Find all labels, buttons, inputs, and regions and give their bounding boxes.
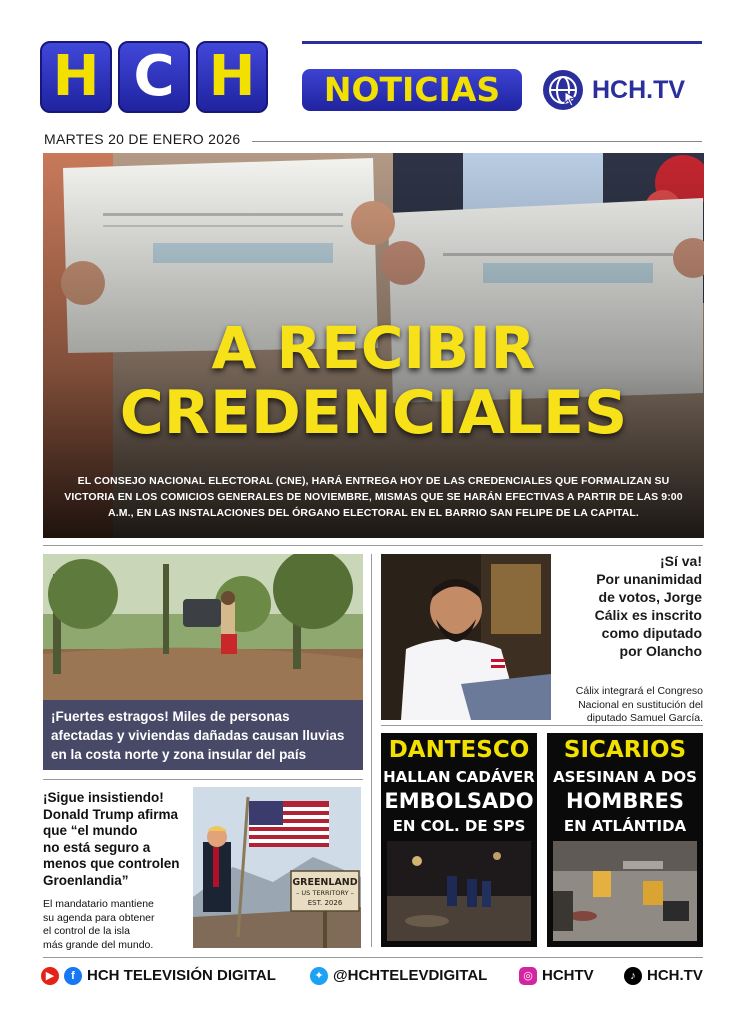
trump-subtext-line: su agenda para obtener: [43, 911, 155, 924]
facebook-icon[interactable]: f: [64, 967, 82, 985]
trump-subtext-line: el control de la isla: [43, 925, 130, 937]
masthead-rule: [302, 41, 702, 44]
dantesco-kicker: DANTESCO: [388, 737, 530, 763]
sign-line: GREENLAND: [292, 877, 358, 888]
calix-subtext: [555, 685, 703, 726]
greenland-flag-illustration: [193, 787, 361, 948]
trump-headline-line: Donald Trump afirma: [43, 806, 179, 822]
instagram-icon[interactable]: ◎: [519, 967, 537, 985]
trump-subtext-line: más grande del mundo.: [43, 938, 154, 951]
calix-headline-line: ¡Sí va!: [659, 553, 702, 569]
footer-youtube-facebook[interactable]: [41, 966, 276, 986]
calix-headline-line: Cálix es inscrito: [594, 607, 702, 623]
logo-letter-h2: H: [196, 41, 268, 113]
site-name[interactable]: HCH.TV: [592, 76, 686, 104]
dantesco-line3: EN COL. DE SPS: [392, 817, 526, 835]
hero-title-line2: CREDENCIALES: [119, 378, 628, 448]
left-divider: [43, 779, 363, 780]
tiktok-icon[interactable]: ♪: [624, 967, 642, 985]
dantesco-story[interactable]: [381, 733, 537, 947]
dantesco-photo: [387, 841, 531, 941]
logo-letter-h1: H: [40, 41, 112, 113]
trump-headline-line: Groenlandia”: [43, 872, 129, 888]
calix-subtext-line: Nacional en sustitución del: [578, 698, 703, 711]
date-rule: [252, 141, 702, 142]
globe-cursor-icon[interactable]: [541, 68, 585, 112]
youtube-icon[interactable]: ▶: [41, 967, 59, 985]
trump-headline-line: que “el mundo: [43, 823, 138, 838]
logo-letter-c: C: [118, 41, 190, 113]
footer-rule: [43, 957, 703, 958]
issue-date: MARTES 20 DE ENERO 2026: [44, 131, 241, 147]
trump-headline-line: menos que controlen: [43, 856, 180, 871]
sign-line: EST. 2026: [307, 899, 343, 907]
trump-headline-line: no está seguro a: [43, 839, 151, 855]
trump-subtext-line: El mandatario mantiene: [43, 898, 154, 910]
sicarios-line3: EN ATLÁNTIDA: [563, 817, 687, 835]
column-divider: [371, 554, 372, 947]
footer-twitter[interactable]: [310, 966, 487, 986]
sign-line: – US TERRITORY –: [296, 889, 354, 897]
trump-headline[interactable]: [43, 790, 193, 889]
sicarios-kicker: SICARIOS: [563, 737, 687, 763]
footer-twitter-handle: @HCHTELEVDIGITAL: [333, 967, 488, 984]
hch-logo[interactable]: [40, 41, 268, 113]
hero-story[interactable]: [43, 153, 704, 538]
twitter-icon[interactable]: ✦: [310, 967, 328, 985]
trump-photo[interactable]: [193, 787, 361, 948]
sicarios-line2: HOMBRES: [566, 789, 684, 813]
calix-headline[interactable]: [558, 552, 702, 660]
flood-caption: ¡Fuertes estragos! Miles de personas afectadas y viviendas dañadas causan lluvias en la costa norte y zona insular del país: [43, 700, 363, 770]
hero-caption: EL CONSEJO NACIONAL ELECTORAL (CNE), HARÁ ENTREGA HOY DE LAS CREDENCIALES QUE FORMALIZAN SU VICTORIA EN LOS COMICIOS GENERALES DE NOVIEMBRE, MISMAS QUE SE HARÁN EFECTIVAS A PARTIR DE LAS 9:00 A.M., EN LAS INSTALACIONES DEL ÓRGANO ELECTORAL EN EL BARRIO SAN FELIPE DE LA CAPITAL.: [64, 475, 683, 519]
footer-tiktok-handle: HCH.TV: [647, 967, 703, 984]
sicarios-photo: [553, 841, 697, 941]
calix-headline-line: como diputado: [601, 625, 702, 641]
calix-subtext-line: Cálix integrará el Congreso: [575, 685, 703, 697]
trump-headline-line: ¡Sigue insistiendo!: [43, 790, 164, 805]
calix-photo[interactable]: [381, 554, 551, 720]
footer-channel-name: HCH TELEVISIÓN DIGITAL: [87, 967, 276, 984]
section-label-noticias: NOTICIAS: [302, 69, 522, 111]
sicarios-line1: ASESINAN A DOS: [553, 768, 697, 786]
footer-instagram[interactable]: [519, 966, 594, 986]
footer-tiktok[interactable]: [624, 966, 703, 986]
calix-portrait: [381, 554, 551, 720]
section-divider: [43, 545, 703, 546]
calix-subtext-line: diputado Samuel García.: [586, 712, 703, 724]
footer-instagram-handle: HCHTV: [542, 967, 594, 984]
calix-headline-line: por Olancho: [619, 643, 702, 659]
sicarios-story[interactable]: [547, 733, 703, 947]
trump-subtext: [43, 898, 193, 952]
flood-story[interactable]: [43, 554, 363, 770]
dantesco-line1: HALLAN CADÁVER: [383, 768, 535, 786]
calix-headline-line: Por unanimidad: [596, 571, 702, 587]
dantesco-line2: EMBOLSADO: [384, 789, 534, 813]
calix-headline-line: de votos, Jorge: [598, 589, 702, 605]
hero-title-line1: A RECIBIR: [211, 314, 536, 382]
